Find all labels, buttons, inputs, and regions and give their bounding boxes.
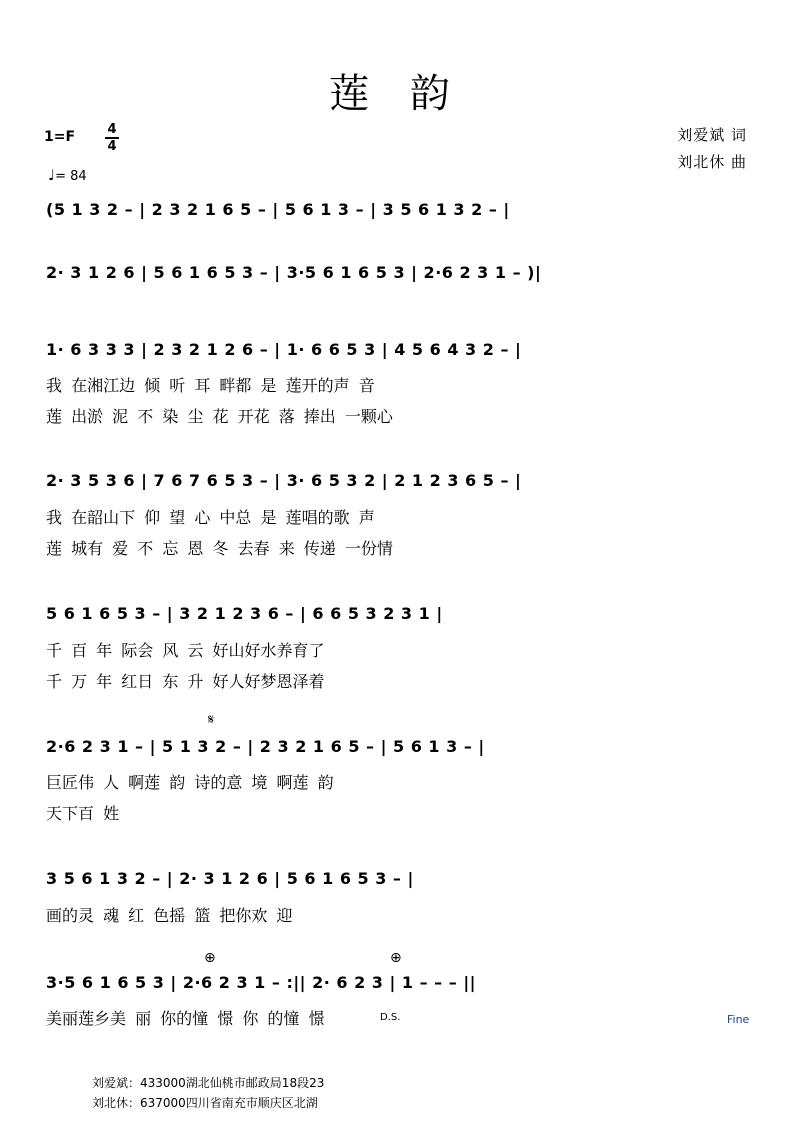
lyric-row-4-verse-2: 莲 城有 爱 不 忘 恩 冬 去春 来 传递 一份情	[46, 539, 393, 558]
lyric-row-6-verse-2: 天下百 姓	[46, 804, 120, 823]
dal-segno-label: D.S.	[380, 1012, 401, 1023]
notation-row-4: 2· 3 5 3 6 | 7 6 7 6 5 3 – | 3· 6 5 3 2 | 2 1 2 3 6 5 – |	[46, 471, 522, 490]
quarter-note-icon: ♩	[48, 166, 56, 184]
lyric-row-6-verse-1: 巨匠伟 人 啊莲 韵 诗的意 境 啊莲 韵	[46, 773, 334, 792]
notation-row-5: 5 6 1 6 5 3 – | 3 2 1 2 3 6 – | 6 6 5 3 2 3 1 |	[46, 604, 443, 623]
notation-row-3: 1· 6 3 3 3 | 2 3 2 1 2 6 – | 1· 6 6 5 3 | 4 5 6 4 3 2 – |	[46, 340, 522, 359]
lyric-row-3-verse-1: 我 在湘江边 倾 听 耳 畔都 是 莲开的声 音	[46, 376, 375, 395]
composer-credit: 刘北休 曲	[677, 153, 747, 171]
notation-row-7: 3 5 6 1 3 2 – | 2· 3 1 2 6 | 5 6 1 6 5 3 – |	[46, 869, 414, 888]
notation-row-8: 3·5 6 1 6 5 3 | 2·6 2 3 1 – :|| 2· 6 2 3 | 1 – – – ||	[46, 973, 476, 992]
tempo-value: = 84	[55, 169, 87, 184]
notation-row-2: 2· 3 1 2 6 | 5 6 1 6 5 3 – | 3·5 6 1 6 5 3 | 2·6 2 3 1 – )|	[46, 263, 542, 282]
lyric-row-8-verse-1: 美丽莲乡美 丽 你的憧 憬 你 的憧 憬	[46, 1009, 325, 1028]
tempo-marking	[48, 166, 87, 184]
song-title: 莲 韵	[329, 71, 464, 117]
time-signature	[104, 122, 120, 154]
fine-label: Fine	[727, 1013, 750, 1026]
lyric-row-5-verse-1: 千 百 年 际会 风 云 好山好水养育了	[46, 641, 325, 660]
lyric-row-3-verse-2: 莲 出淤 泥 不 染 尘 花 开花 落 捧出 一颗心	[46, 407, 393, 426]
lyric-row-4-verse-1: 我 在韶山下 仰 望 心 中总 是 莲唱的歌 声	[46, 508, 375, 527]
coda-sign-2: ⊕	[390, 950, 402, 966]
notation-row-6: 2·6 2 3 1 – | 5 1 3 2 – | 2 3 2 1 6 5 – | 5 6 1 3 – |	[46, 737, 485, 756]
key-signature: 1=F	[44, 129, 76, 145]
lyric-row-5-verse-2: 千 万 年 红日 东 升 好人好梦恩泽着	[46, 672, 325, 691]
lyric-row-7-verse-1: 画的灵 魂 红 色摇 篮 把你欢 迎	[46, 906, 293, 925]
coda-sign-1: ⊕	[204, 950, 216, 966]
footer-address-lyricist: 刘爱斌：433000湖北仙桃市邮政局18段23	[92, 1076, 325, 1090]
time-sig-bottom: 4	[107, 139, 117, 154]
notation-row-1: (5 1 3 2 – | 2 3 2 1 6 5 – | 5 6 1 3 – | 3 5 6 1 3 2 – |	[46, 200, 510, 219]
footer-address-composer: 刘北休：637000四川省南充市顺庆区北湖	[92, 1096, 318, 1110]
segno-sign: 𝄋	[208, 712, 215, 728]
lyricist-credit: 刘爱斌 词	[677, 126, 747, 144]
time-sig-top: 4	[107, 122, 117, 137]
